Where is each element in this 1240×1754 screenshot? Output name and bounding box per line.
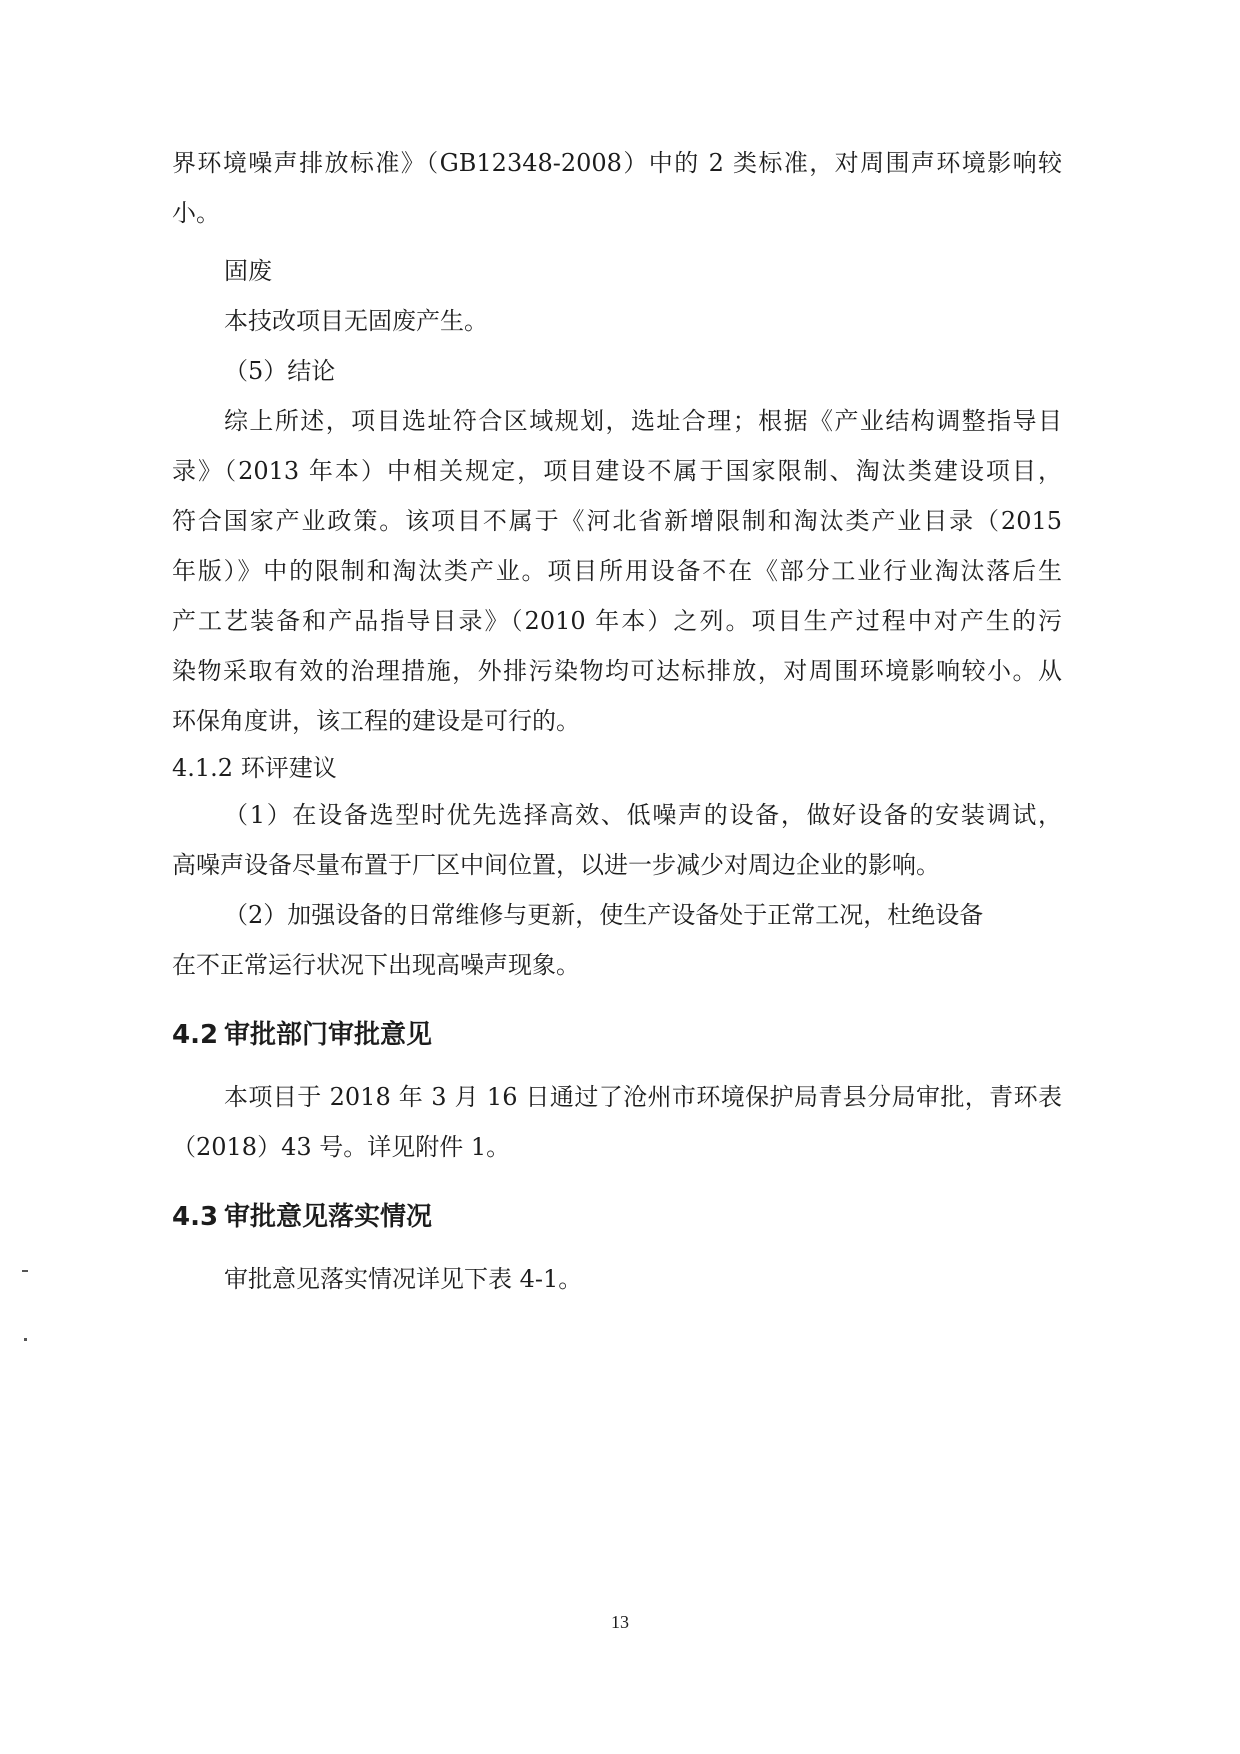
page-content — [172, 138, 1062, 1304]
section-number: 4.2 — [172, 1020, 219, 1050]
paragraph-line: 界环境噪声排放标准》（GB12348-2008）中的 2 类标准，对周围声环境影响较 — [172, 149, 1062, 177]
solid-waste-title: 固废 — [224, 257, 272, 285]
paragraph-line: 环保角度讲，该工程的建设是可行的。 — [172, 707, 580, 735]
subsection-heading-4-1-2: 4.1.2 环评建议 — [172, 754, 337, 782]
paragraph-line: 录》（2013 年本）中相关规定，项目建设不属于国家限制、淘汰类建设项目， — [172, 457, 1062, 485]
solid-waste-text: 本技改项目无固废产生。 — [224, 307, 488, 335]
section-heading-4-3 — [172, 1192, 1062, 1242]
paragraph-line: 染物采取有效的治理措施，外排污染物均可达标排放，对周围环境影响较小。从 — [172, 657, 1062, 685]
section-title: 审批部门审批意见 — [224, 1020, 433, 1050]
paragraph-line: 在不正常运行状况下出现高噪声现象。 — [172, 951, 580, 979]
paragraph-line: （1）在设备选型时优先选择高效、低噪声的设备，做好设备的安装调试， — [224, 801, 1062, 829]
conclusion-title: （5）结论 — [224, 357, 336, 385]
paragraph-line: （2）加强设备的日常维修与更新，使生产设备处于正常工况，杜绝设备 — [224, 901, 984, 929]
paragraph-line: 年版）》中的限制和淘汰类产业。项目所用设备不在《部分工业行业淘汰落后生 — [172, 557, 1062, 585]
paragraph-line: 综上所述，项目选址符合区域规划，选址合理；根据《产业结构调整指导目 — [224, 407, 1062, 435]
paragraph-line: （2018）43 号。详见附件 1。 — [172, 1133, 511, 1161]
section-title: 审批意见落实情况 — [224, 1202, 433, 1232]
paragraph-line: 审批意见落实情况详见下表 4-1。 — [224, 1265, 583, 1293]
scan-artifact — [22, 1270, 28, 1272]
paragraph-line: 产工艺装备和产品指导目录》（2010 年本）之列。项目生产过程中对产生的污 — [172, 607, 1062, 635]
paragraph-line: 符合国家产业政策。该项目不属于《河北省新增限制和淘汰类产业目录（2015 — [172, 507, 1062, 535]
section-number: 4.3 — [172, 1202, 219, 1232]
paragraph-line: 高噪声设备尽量布置于厂区中间位置，以进一步减少对周边企业的影响。 — [172, 851, 940, 879]
page-number: 13 — [611, 1612, 629, 1632]
section-heading-4-2 — [172, 1010, 1062, 1060]
paragraph-line: 小。 — [172, 199, 220, 227]
paragraph-line: 本项目于 2018 年 3 月 16 日通过了沧州市环境保护局青县分局审批，青环表 — [224, 1083, 1062, 1111]
scan-artifact — [24, 1338, 27, 1341]
